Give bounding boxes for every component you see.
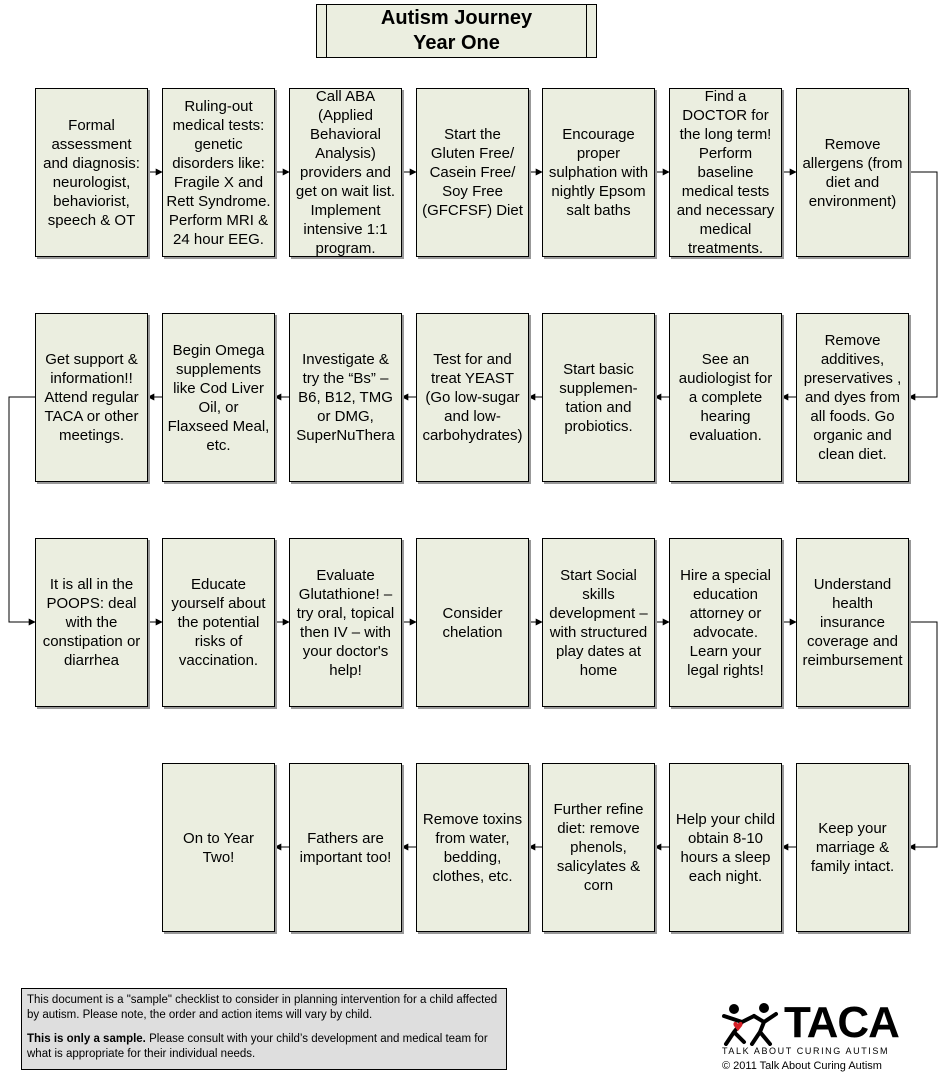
step-aba-providers: Call ABA (Applied Behavioral Analysis) providers and get on wait list. Implement intensive 1:1 program.: [289, 88, 402, 257]
step-remove-additives: Remove additives, preservatives , and dyes from all foods. Go organic and clean diet.: [796, 313, 909, 482]
logo-wordmark: TACA: [784, 998, 899, 1047]
step-get-support: Get support & information!! Attend regular TACA or other meetings.: [35, 313, 148, 482]
step-basic-supplements: Start basic supplemen- tation and probiotics.: [542, 313, 655, 482]
disclaimer-consult: Please consult with your child’s development and medical team for what is appropriate for their individual needs.: [27, 1033, 488, 1060]
step-treat-yeast: Test for and treat YEAST (Go low-sugar and low-carbohydrates): [416, 313, 529, 482]
step-education-attorney: Hire a special education attorney or advocate. Learn your legal rights!: [669, 538, 782, 707]
title-line-1: Autism Journey: [380, 7, 533, 29]
disclaimer-text: This document is a "sample" checklist to consider in planning intervention for a child affected by autism. Please note, the order and action items will vary by child.: [27, 994, 498, 1021]
disclaimer-bold: This is only a sample.: [27, 1033, 146, 1045]
figures-icon: [720, 1002, 784, 1046]
logo-tagline: TALK ABOUT CURING AUTISM: [722, 1046, 890, 1056]
step-epsom-baths: Encourage proper sulphation with nightly Epsom salt baths: [542, 88, 655, 257]
copyright: © 2011 Talk About Curing Autism: [722, 1060, 882, 1072]
step-gfcfsf-diet: Start the Gluten Free/ Casein Free/ Soy Free (GFCFSF) Diet: [416, 88, 529, 257]
step-audiologist: See an audiologist for a complete hearing evaluation.: [669, 313, 782, 482]
turn-connector: [909, 622, 937, 847]
step-poops: It is all in the POOPS: deal with the constipation or diarrhea: [35, 538, 148, 707]
step-social-skills: Start Social skills development – with structured play dates at home: [542, 538, 655, 707]
step-find-doctor: Find a DOCTOR for the long term! Perform baseline medical tests and necessary medical treatments.: [669, 88, 782, 257]
step-remove-allergens: Remove allergens (from diet and environment): [796, 88, 909, 257]
turn-connector: [9, 397, 35, 622]
disclaimer-sample-note: [27, 1032, 501, 1062]
step-health-insurance: Understand health insurance coverage and reimbursement: [796, 538, 909, 707]
disclaimer-box: [21, 988, 507, 1070]
step-year-two: On to Year Two!: [162, 763, 275, 932]
step-formal-assessment: Formal assessment and diagnosis: neurologist, behaviorist, speech & OT: [35, 88, 148, 257]
step-b-vitamins: Investigate & try the “Bs” – B6, B12, TMG or DMG, SuperNuThera: [289, 313, 402, 482]
step-glutathione: Evaluate Glutathione! – try oral, topical then IV – with your doctor's help!: [289, 538, 402, 707]
step-remove-toxins: Remove toxins from water, bedding, clothes, etc.: [416, 763, 529, 932]
step-chelation: Consider chelation: [416, 538, 529, 707]
step-sleep: Help your child obtain 8-10 hours a sleep each night.: [669, 763, 782, 932]
step-omega-supplements: Begin Omega supplements like Cod Liver Oil, or Flaxseed Meal, etc.: [162, 313, 275, 482]
turn-connector: [909, 172, 937, 397]
step-marriage-family: Keep your marriage & family intact.: [796, 763, 909, 932]
step-fathers: Fathers are important too!: [289, 763, 402, 932]
step-refine-diet: Further refine diet: remove phenols, salicylates & corn: [542, 763, 655, 932]
step-vaccination-risks: Educate yourself about the potential risks of vaccination.: [162, 538, 275, 707]
title-line-2: Year One: [413, 32, 500, 54]
step-medical-tests: Ruling-out medical tests: genetic disorders like: Fragile X and Rett Syndrome. Perform MRI & 24 hour EEG.: [162, 88, 275, 257]
taca-logo: [718, 998, 918, 1077]
